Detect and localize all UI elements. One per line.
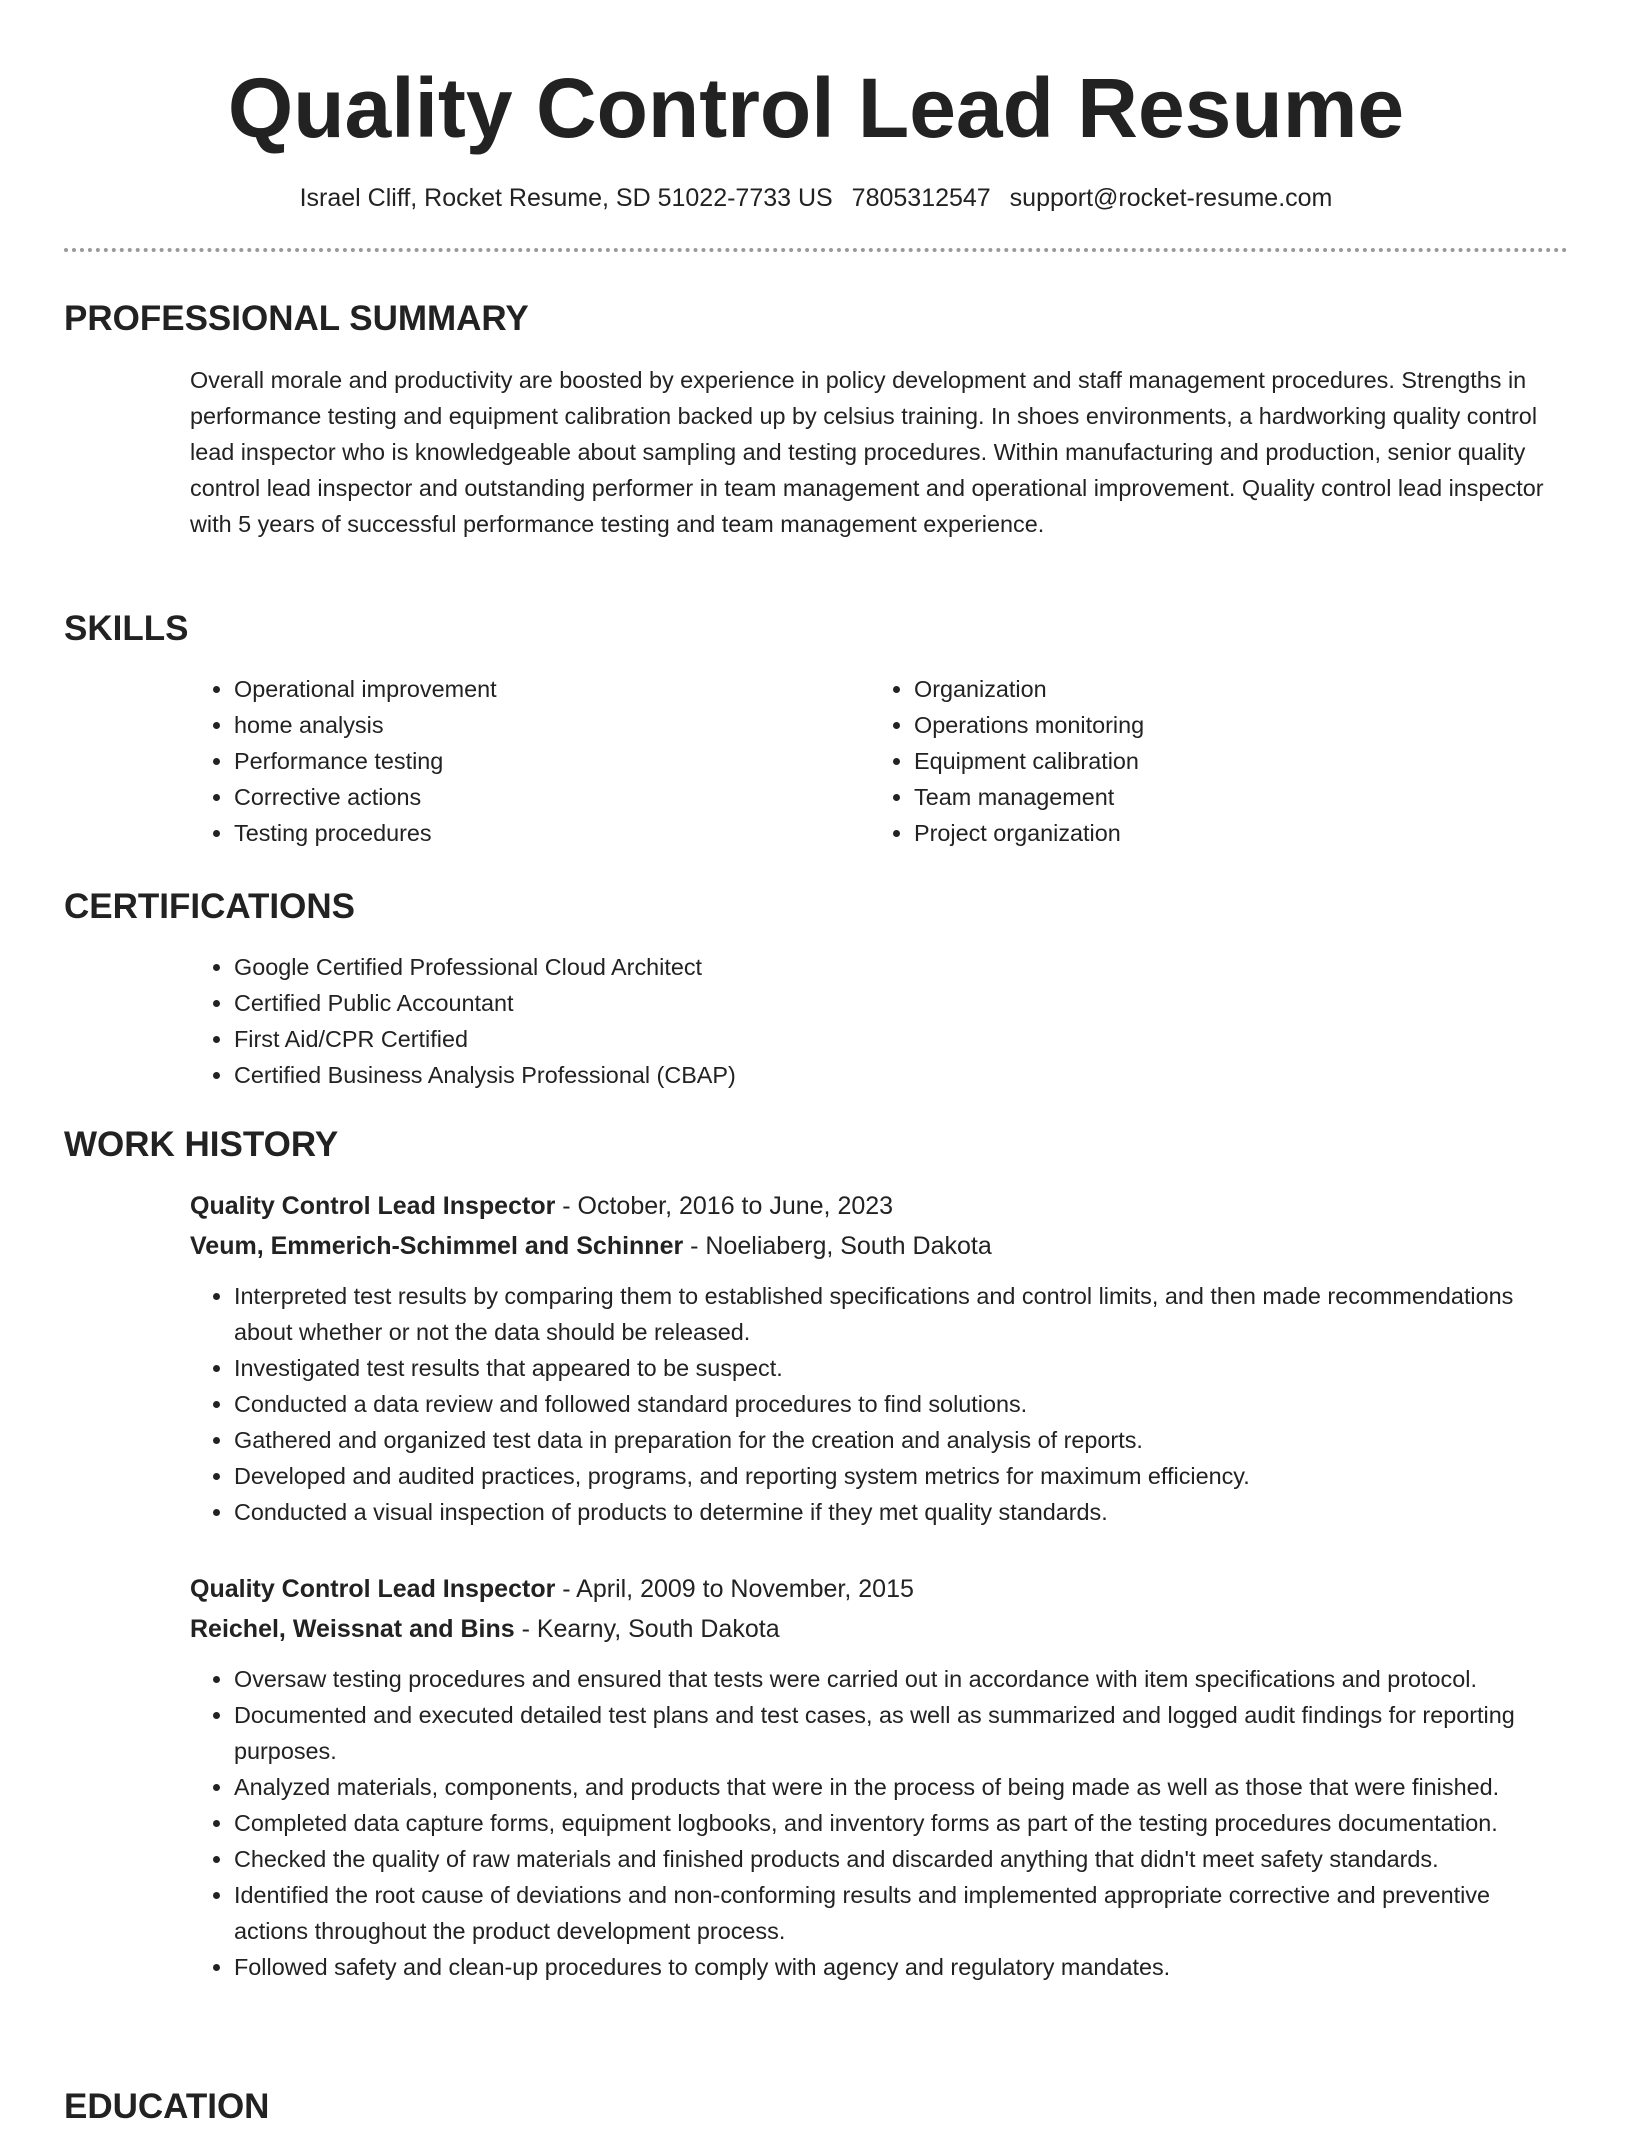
job-entry <box>64 1569 1568 1985</box>
skill-item: • Performance testing <box>234 743 870 779</box>
job-duty-item: • Conducted a visual inspection of products to determine if they met quality standards. <box>234 1494 1568 1530</box>
job-duty-item: • Identified the root cause of deviations and non-conforming results and implemented appropriate corrective and preventive actions throughout the product development process. <box>234 1877 1568 1949</box>
certifications-section <box>64 884 1568 1093</box>
job-company-line <box>190 1226 1568 1266</box>
summary-section <box>64 296 1568 542</box>
job-dates: - October, 2016 to June, 2023 <box>555 1192 894 1220</box>
contact-address: Israel Cliff, Rocket Resume, SD 51022-7733 US <box>299 184 833 212</box>
certification-item: • Google Certified Professional Cloud Architect <box>234 949 1568 985</box>
skills-column-right <box>870 671 1550 851</box>
education-heading: EDUCATION <box>64 2087 270 2126</box>
skill-item: • Project organization <box>914 815 1550 851</box>
skill-item: • Testing procedures <box>234 815 870 851</box>
job-duty-item: • Checked the quality of raw materials and finished products and discarded anything that didn't meet safety standards. <box>234 1841 1568 1877</box>
page-title: Quality Control Lead Resume <box>227 61 1405 155</box>
certification-item: • First Aid/CPR Certified <box>234 1021 1568 1057</box>
job-duties-list <box>190 1278 1568 1530</box>
job-title: Quality Control Lead Inspector <box>190 1192 556 1220</box>
job-duty-item: • Oversaw testing procedures and ensured that tests were carried out in accordance with item specifications and protocol. <box>234 1661 1568 1697</box>
job-dates: - April, 2009 to November, 2015 <box>555 1575 914 1603</box>
education-section <box>64 2084 1568 2130</box>
job-duty-item: • Investigated test results that appeared to be suspect. <box>234 1350 1568 1386</box>
summary-heading: PROFESSIONAL SUMMARY <box>64 299 529 338</box>
job-location: - Kearny, South Dakota <box>514 1615 780 1643</box>
job-duties-list <box>190 1661 1568 1985</box>
skill-item: • Operational improvement <box>234 671 870 707</box>
job-duty-item: • Completed data capture forms, equipment logbooks, and inventory forms as part of the testing procedures documentation. <box>234 1805 1568 1841</box>
header-divider <box>64 248 1568 252</box>
contact-email: support@rocket-resume.com <box>1009 184 1333 212</box>
summary-text: Overall morale and productivity are boosted by experience in policy development and staff management procedures. Strengths in performance testing and equipment calibration backed up by celsius training. In shoes environments, a hardworking quality control lead inspector who is knowledgeable about sampling and testing procedures. Within manufacturing and production, senior quality control lead inspector and outstanding performer in team management and operational improvement. Quality control lead inspector with 5 years of successful performance testing and team management experience. <box>190 367 1544 537</box>
job-title-line <box>190 1569 1568 1609</box>
skill-item: • Team management <box>914 779 1550 815</box>
skill-item: • Corrective actions <box>234 779 870 815</box>
certification-item: • Certified Business Analysis Professional (CBAP) <box>234 1057 1568 1093</box>
job-title: Quality Control Lead Inspector <box>190 1575 556 1603</box>
job-duty-item: • Followed safety and clean-up procedures to comply with agency and regulatory mandates. <box>234 1949 1568 1985</box>
skills-column-left <box>190 671 870 851</box>
job-duty-item: • Conducted a data review and followed standard procedures to find solutions. <box>234 1386 1568 1422</box>
contact-phone: 7805312547 <box>851 184 991 212</box>
job-location: - Noeliaberg, South Dakota <box>683 1232 992 1260</box>
skills-section <box>64 606 1568 851</box>
job-company: Reichel, Weissnat and Bins <box>190 1615 515 1643</box>
job-duty-item: • Analyzed materials, components, and products that were in the process of being made as well as those that were finished. <box>234 1769 1568 1805</box>
job-duty-item: • Gathered and organized test data in preparation for the creation and analysis of reports. <box>234 1422 1568 1458</box>
work-history-section <box>64 1122 1568 1530</box>
job-company-line <box>190 1609 1568 1649</box>
contact-line <box>64 180 1568 216</box>
skill-item: • Operations monitoring <box>914 707 1550 743</box>
job-duty-item: • Interpreted test results by comparing them to established specifications and control limits, and then made recommendations about whether or not the data should be released. <box>234 1278 1568 1350</box>
skills-heading: SKILLS <box>64 609 189 648</box>
job-duty-item: • Developed and audited practices, programs, and reporting system metrics for maximum efficiency. <box>234 1458 1568 1494</box>
job-title-line <box>190 1186 1568 1226</box>
certifications-list <box>190 949 1568 1093</box>
skills-list-left <box>190 671 870 851</box>
work-history-heading: WORK HISTORY <box>64 1125 339 1164</box>
skill-item: • Equipment calibration <box>914 743 1550 779</box>
skill-item: • Organization <box>914 671 1550 707</box>
certifications-heading: CERTIFICATIONS <box>64 887 356 926</box>
job-duty-item: • Documented and executed detailed test plans and test cases, as well as summarized and logged audit findings for reporting purposes. <box>234 1697 1568 1769</box>
job-entry <box>190 1186 1568 1530</box>
skills-grid <box>190 671 1568 851</box>
certification-item: • Certified Public Accountant <box>234 985 1568 1021</box>
skill-item: • home analysis <box>234 707 870 743</box>
skills-list-right <box>870 671 1550 851</box>
job-company: Veum, Emmerich-Schimmel and Schinner <box>190 1232 684 1260</box>
